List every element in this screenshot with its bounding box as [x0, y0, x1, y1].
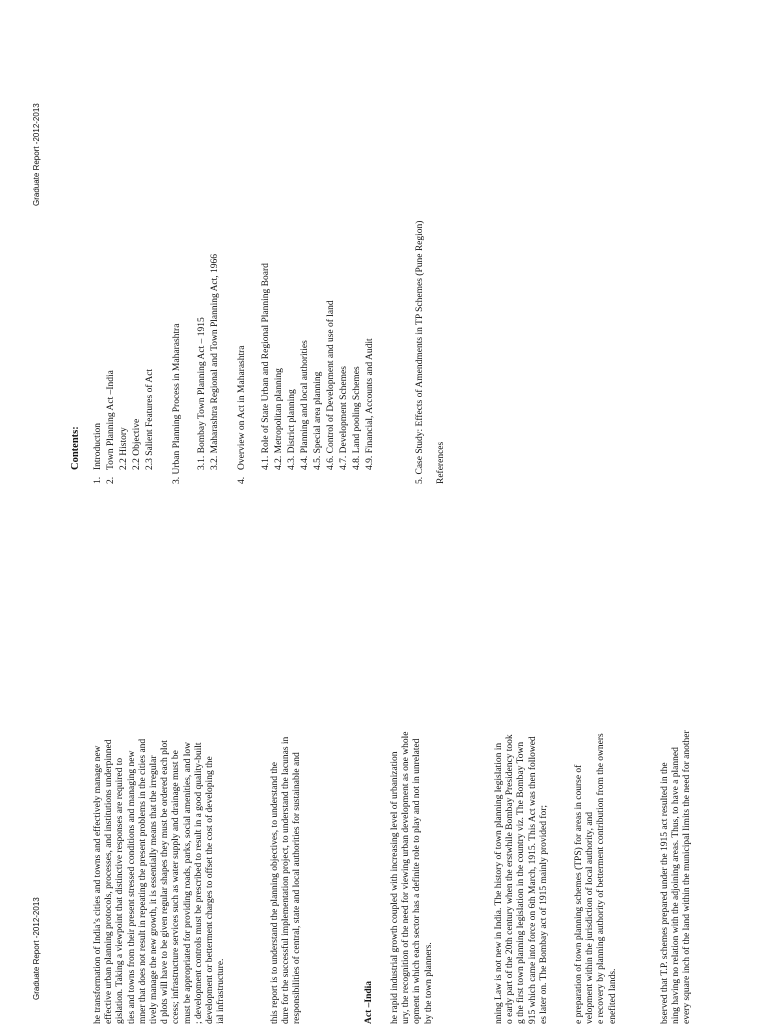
text-line: this report is to understand the planning objectives, to understand the: [270, 762, 280, 1024]
text-line: o early part of the 20th century when the erstwhile Bombay Presidency took: [505, 734, 516, 1024]
text-line: ning having no relation with the adjoining areas. Thus, to have a planned: [671, 747, 682, 1024]
text-line: dure for the successful implementation project, to understand the lacunas in: [281, 736, 292, 1024]
toc-item-label: Introduction: [93, 423, 103, 470]
toc-subitem-4-9[interactable]: 4.9. Financial, Accounts and Audit: [365, 338, 375, 470]
text-line: ccess; infrastructure services such as water supply and drainage must be: [171, 750, 182, 1024]
toc-item-number: 1.: [93, 476, 103, 484]
body-paragraph-2: [270, 737, 304, 1024]
text-line: velopment within the jurisdiction of local authority, and: [585, 811, 596, 1024]
text-line: mner that does not result in repeating the present problems in the cities and: [137, 738, 148, 1024]
toc-subitem-4-5[interactable]: 4.5. Special area planning: [313, 371, 323, 470]
text-line: ial infrastructure.: [216, 958, 227, 1024]
page-header-right: [32, 103, 42, 206]
text-line: development or betterment charges to offset the cost of developing the: [205, 756, 216, 1024]
text-line: g the first town planning legislation in the country viz. The Bombay Town: [516, 741, 527, 1024]
toc-subitem-3-2[interactable]: 3.2. Maharashtra Regional and Town Planning Act, 1966: [210, 253, 220, 470]
toc-item-number: 4.: [237, 476, 247, 484]
toc-subitem-4-7[interactable]: 4.7. Development Schemes: [339, 366, 349, 470]
toc-item-2[interactable]: [106, 370, 117, 484]
text-line: ; development controls must be prescribed to result in a good quality-built: [193, 742, 204, 1024]
text-line: ury, the recognition of the need for viewing urban development as one whole: [401, 731, 412, 1024]
toc-item-number: 2.: [106, 476, 116, 484]
body-paragraph-4: [494, 734, 550, 1024]
text-line: d plots will have to be given regular shapes they must be ordered each plot: [160, 740, 171, 1024]
page-header-left: [32, 897, 42, 1000]
text-line: nning Law is not new in India. The history of town planning legislation in: [494, 742, 504, 1024]
toc-section-5[interactable]: 5. Case Study: Effects of Amendments in TP Schemes (Pune Region): [415, 220, 425, 484]
toc-item-label: Overview on Act in Maharashtra: [237, 345, 247, 470]
body-paragraph-6: [660, 730, 694, 1024]
text-line: ties and towns from their present stressed conditions and managing new: [126, 750, 137, 1024]
text-line: must be appropriated for providing roads, parks, social amenities, and low: [182, 741, 193, 1024]
toc-subitem-4-2[interactable]: 4.2. Metropolitan planning: [274, 368, 284, 470]
toc-item-label: Town Planning Act –India: [106, 370, 116, 470]
text-line: es later on. The Bombay act of 1915 mainly provided for;: [538, 804, 549, 1024]
text-line: e preparation of town planning schemes (TPS) for areas in course of: [574, 764, 584, 1024]
text-line: opment in which each sector has a definite role to play and not in unrelated: [412, 738, 423, 1024]
body-paragraph-1: [93, 739, 227, 1024]
text-line: he rapid industrial growth coupled with increasing level of urbanization: [390, 751, 400, 1024]
text-line: he transformation of India’s cities and towns and effectively manage new: [93, 745, 103, 1024]
text-line: bserved that T.P. schemes prepared under the 1915 act resulted in the: [660, 762, 670, 1024]
text-line: every square inch of the land within the municipal limits the need for another: [682, 730, 693, 1024]
body-paragraph-3: [390, 732, 435, 1024]
toc-subitem-2-2b[interactable]: 2.2 Objective: [132, 418, 142, 470]
header-title: Graduate Report -2012-2013: [32, 897, 41, 1000]
text-line: tively manage the new growth, it is essentially means that the irregular: [149, 755, 160, 1024]
text-line: by the town planners.: [423, 942, 434, 1024]
toc-section-3[interactable]: 3. Urban Planning Process in Maharashtra: [172, 323, 182, 484]
text-line: gislation. Taking a viewpoint that distinctive responses are required to: [115, 757, 126, 1024]
toc-subitem-4-1[interactable]: 4.1. Role of State Urban and Regional Planning Board: [261, 263, 271, 470]
body-paragraph-5: [574, 733, 619, 1024]
toc-subitem-4-4[interactable]: 4.4. Planning and local authorities: [300, 340, 310, 470]
text-line: responsibilities of central, state and local authorities for sustainable and: [292, 752, 303, 1024]
toc-subitem-4-3[interactable]: 4.3. District planning: [287, 389, 297, 470]
toc-item-1[interactable]: [93, 423, 104, 484]
text-line: enefited lands.: [607, 968, 618, 1024]
toc-section-4[interactable]: [237, 345, 248, 484]
toc-subitem-3-1[interactable]: 3.1. Bombay Town Planning Act – 1915: [197, 317, 207, 470]
text-line: 915 which came into force on 6th March, 1915. This Act was then followed: [527, 736, 538, 1024]
toc-subitem-2-2[interactable]: 2.2 History: [119, 427, 129, 470]
section-heading-act-india: Act –India: [364, 980, 374, 1024]
contents-title: Contents:: [70, 426, 81, 470]
toc-references[interactable]: References: [436, 441, 446, 484]
toc-subitem-4-6[interactable]: 4.6. Control of Development and use of land: [326, 300, 336, 470]
text-line: effective urban planning protocols, processes, and institutions underpinned: [104, 739, 115, 1024]
toc-subitem-2-3[interactable]: 2.3 Salient Features of Act: [145, 368, 155, 470]
header-title: Graduate Report -2012-2013: [32, 103, 41, 206]
text-line: e recovery by planning authority of betterment contribution from the owners: [596, 733, 607, 1024]
toc-subitem-4-8[interactable]: 4.8. Land pooling Schemes: [352, 366, 362, 470]
